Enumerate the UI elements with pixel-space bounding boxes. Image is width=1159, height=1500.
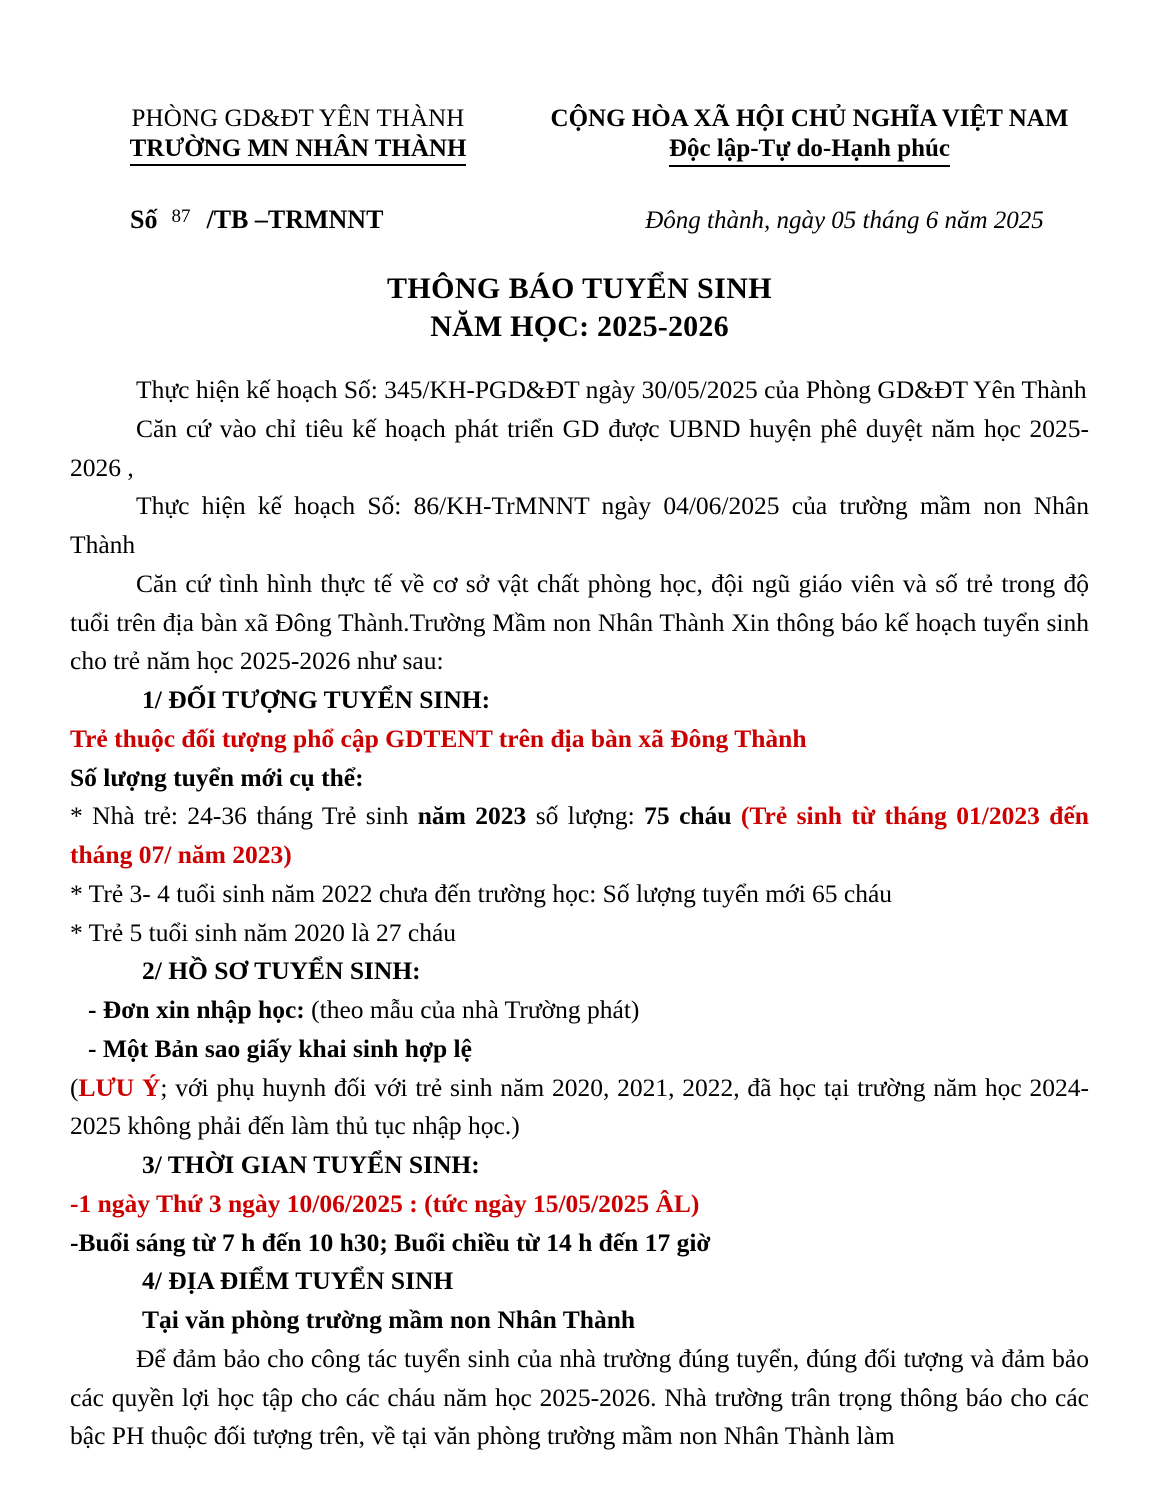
document-item-birth-certificate: - Một Bản sao giấy khai sinh hợp lệ (88, 1033, 472, 1063)
note-text: ; với phụ huynh đối với trẻ sinh năm 2020, 2021, 2022, đã học tại trường năm học 2024-2025 không phải đến làm thủ tục nhập học.) (70, 1072, 1089, 1141)
section-4-heading: 4/ ĐỊA ĐIỂM TUYỂN SINH (142, 1266, 454, 1296)
section-4-location: Tại văn phòng trường mầm non Nhân Thành (142, 1305, 636, 1334)
school-name: TRƯỜNG MN NHÂN THÀNH (130, 134, 467, 167)
number-date-row (70, 205, 1089, 235)
document-number-suffix: /TB –TRMNNT (206, 204, 384, 234)
nursery-text-2: số lượng: (526, 801, 645, 831)
nursery-text-1: * Nhà trẻ: 24-36 tháng Trẻ sinh (70, 801, 418, 831)
document-number-value: 87 (171, 205, 191, 227)
department-name: PHÒNG GD&ĐT YÊN THÀNH (131, 105, 465, 132)
application-note: (theo mẫu của nhà Trường phát) (304, 995, 640, 1024)
document-number (70, 205, 560, 235)
document-item-application (70, 991, 1089, 1030)
nursery-quota-line (70, 797, 1089, 875)
closing-paragraph: Để đảm bảo cho công tác tuyển sinh của nhà trường đúng tuyển, đúng đối tượng và đảm bảo các quyền lợi học tập cho các cháu năm học 2025-2026. Nhà trường trân trọng thông báo cho các bậc PH thuộc đối tượng trên, về tại văn phòng trường mầm non Nhân Thành làm (70, 1343, 1089, 1451)
enrollment-hours: -Buổi sáng từ 7 h đến 10 h30; Buổi chiều từ 14 h đến 17 giờ (70, 1227, 711, 1257)
section-2-heading: 2/ HỒ SƠ TUYỂN SINH: (142, 956, 421, 986)
nursery-count: 75 cháu (644, 801, 732, 831)
paragraph-facilities: Căn cứ tình hình thực tế về cơ sở vật chất phòng học, đội ngũ giáo viên và số trẻ trong độ tuổi trên địa bàn xã Đông Thành.Trường Mầm non Nhân Thành Xin thông báo kế hoạch tuyển sinh cho trẻ năm học 2025-2026 như sau: (70, 568, 1089, 676)
national-title: CỘNG HÒA XÃ HỘI CHỦ NGHĨA VIỆT NAM (550, 105, 1069, 132)
note-open-paren: ( (70, 1072, 79, 1102)
age-5-quota-line: * Trẻ 5 tuổi sinh năm 2020 là 27 cháu (70, 917, 457, 947)
paragraph-quota: Căn cứ vào chỉ tiêu kế hoạch phát triển GD được UBND huyện phê duyệt năm học 2025-2026 , (70, 413, 1089, 482)
header-right-block (508, 104, 1089, 167)
nursery-birth-year: năm 2023 (417, 801, 527, 831)
header-left-block (70, 104, 508, 166)
document-body (70, 371, 1089, 1456)
nursery-note-red: (Trẻ sinh từ tháng 01/2023 đến tháng 07/ năm 2023) (70, 801, 1089, 869)
paragraph-plan-345: Thực hiện kế hoạch Số: 345/KH-PGD&ĐT ngày 30/05/2025 của Phòng GD&ĐT Yên Thành (136, 375, 1087, 404)
section-1-heading: 1/ ĐỐI TƯỢNG TUYỂN SINH: (142, 685, 491, 714)
document-date: Đông thành, ngày 05 tháng 6 năm 2025 (645, 206, 1044, 234)
document-number-label: Số (130, 204, 158, 234)
note-paragraph (70, 1069, 1089, 1147)
section-1-target-red: Trẻ thuộc đối tượng phổ cập GDTENT trên địa bàn xã Đông Thành (70, 723, 807, 753)
section-1-quota-label: Số lượng tuyển mới cụ thể: (70, 762, 364, 792)
page-subtitle: NĂM HỌC: 2025-2026 (430, 309, 729, 343)
age-3-4-quota-line: * Trẻ 3- 4 tuổi sinh năm 2022 chưa đến trường học: Số lượng tuyển mới 65 cháu (70, 878, 893, 908)
application-label: - Đơn xin nhập học: (88, 995, 305, 1024)
section-3-heading: 3/ THỜI GIAN TUYỂN SINH: (142, 1150, 480, 1179)
document-title-block (70, 269, 1089, 346)
document-header (70, 104, 1089, 167)
enrollment-date-red: -1 ngày Thứ 3 ngày 10/06/2025 : (tức ngày 15/05/2025 ÂL) (70, 1188, 700, 1218)
page-title: THÔNG BÁO TUYỂN SINH (386, 271, 773, 305)
note-label: LƯU Ý (78, 1072, 161, 1102)
paragraph-plan-86: Thực hiện kế hoạch Số: 86/KH-TrMNNT ngày 04/06/2025 của trường mầm non Nhân Thành (70, 491, 1089, 559)
national-motto: Độc lập-Tự do-Hạnh phúc (669, 134, 950, 167)
